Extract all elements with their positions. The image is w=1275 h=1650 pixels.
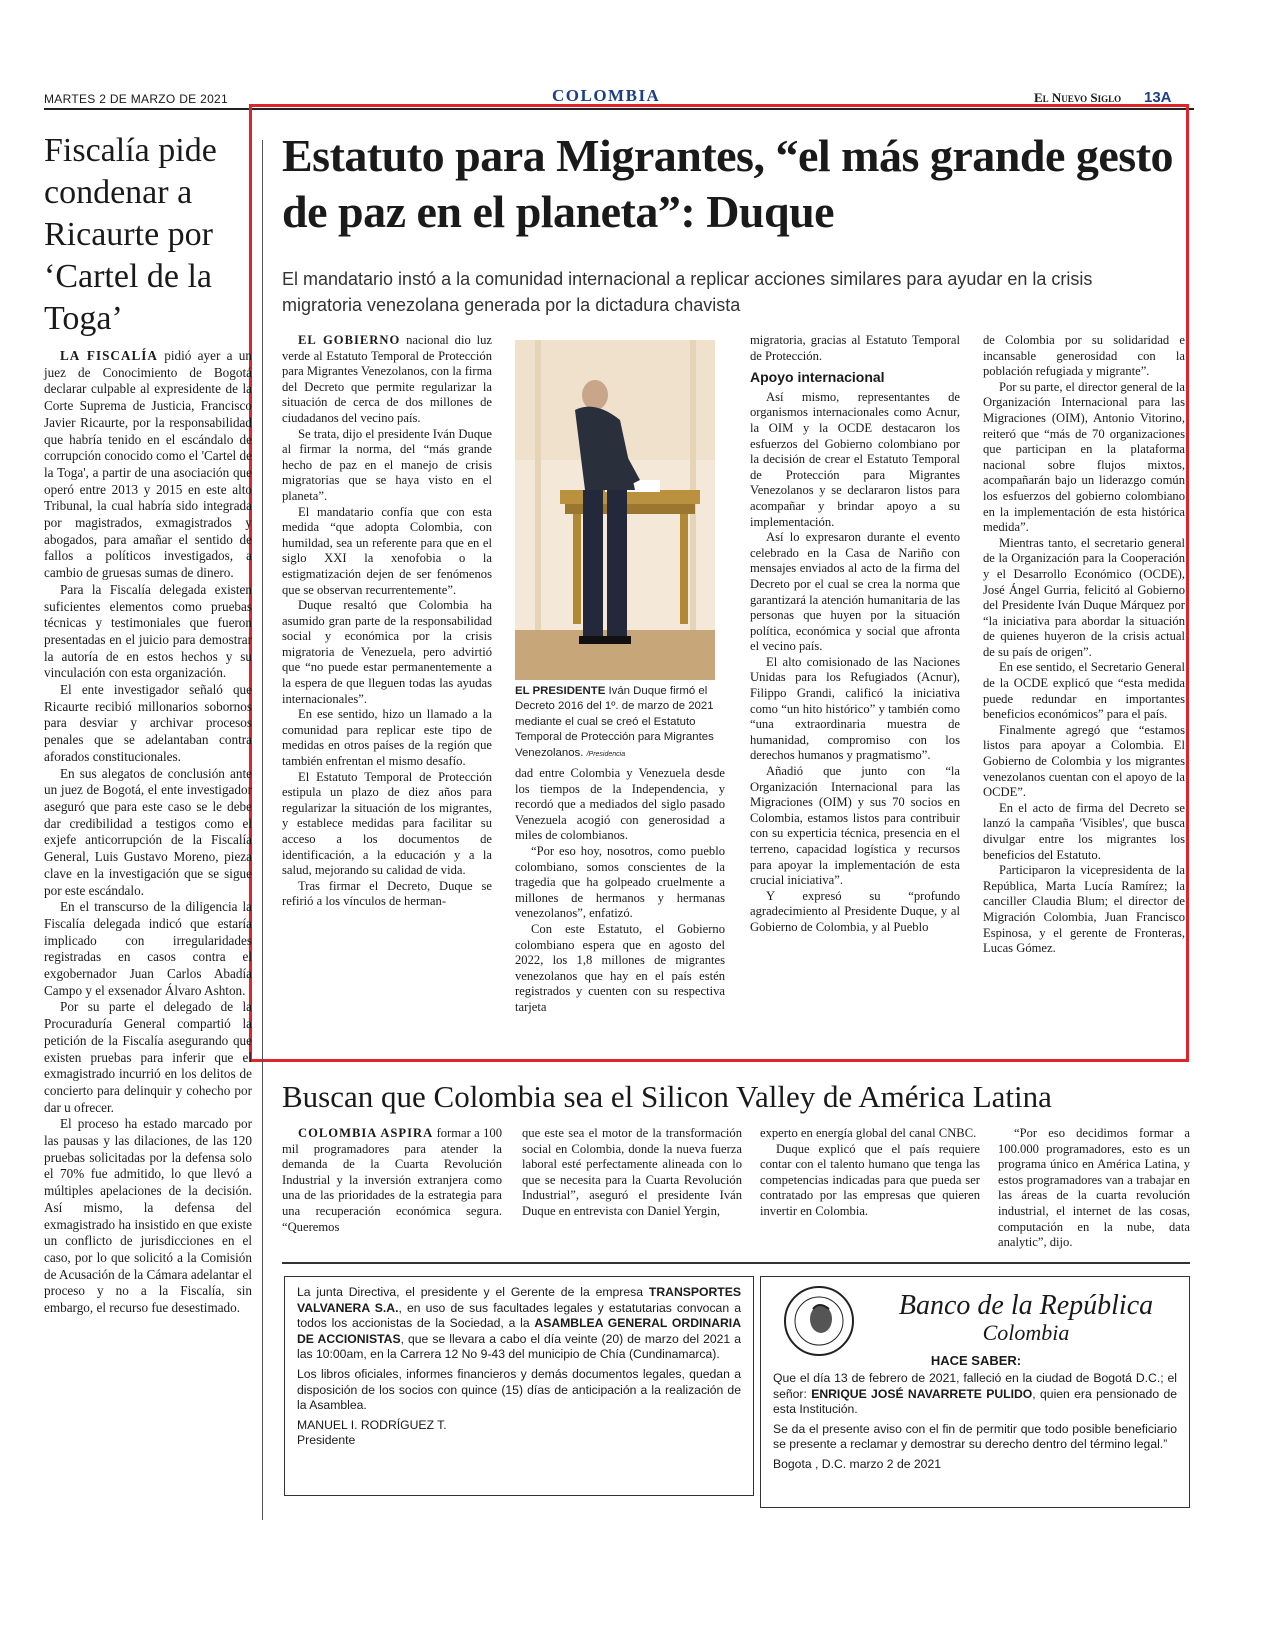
main-paragraph: Duque resaltó que Colombia ha asumido gran parte de la responsabilidad social y económica por la crisis migratoria de Venezuela, pero advirtió que “no puede estar permanentemente a la espera de que lleguen todas las ayudas internacionales”. [282,598,492,706]
notice-text: Los libros oficiales, informes financieros y demás documentos legales, quedan a disposición de los socios con quince (15) días de anticipación a la realización de la Asamblea. [297,1366,741,1413]
notice-text: , que se llevara a cabo el día veinte (20) de marzo del 2021 a las 10:00am, en la Carrera 12 No 9-43 del municipio de Chía (Cundinamarca). [297,1331,741,1362]
notice-text: Se da el presente aviso con el fin de permitir que todo posible beneficiario se presente a reclamar y demostrar su derecho dentro del término legal.” [773,1421,1177,1452]
notice-text: , en uso de sus facultades legales y estatutarias convocan a todos los accionistas de la Sociedad, a la [297,1300,742,1331]
photo-illustration [515,340,715,680]
bank-seal [783,1285,855,1357]
main-paragraph: Así mismo, representantes de organismos internacionales como Acnur, la OIM y la OCDE destacaron los esfuerzos del Gobierno colombiano por la decisión de crear el Estatuto Temporal de Protección para Migrantes Venezolanos y se declararon listos para acompañar y brindar apoyo a su implementación. [750,389,960,529]
left-paragraph: Por su parte el delegado de la Procuraduría General compartió la petición de la Fiscalía asegurando que existen pruebas para inferir que el exmagistrado incurrió en los delitos de concierto para delinquir y cohecho por dar u ofrecer. [44,999,252,1115]
main-paragraph: migratoria, gracias al Estatuto Temporal de Protección. [750,333,960,363]
header-section: COLOMBIA [552,86,661,105]
notice-text: La junta Directiva, el presidente y el Gerente de la empresa [297,1285,644,1299]
main-paragraph: Con este Estatuto, el Gobierno colombiano espera que en agosto del 2022, los 1,8 millones de migrantes venezolanos que hay en el país estén registrados y cuenten con su respectiva tarjeta [515,921,725,1014]
header-paper: El Nuevo Siglo [1034,90,1122,105]
notice-date: Bogota , D.C. marzo 2 de 2021 [773,1456,942,1471]
left-paragraph: En sus alegatos de conclusión ante un juez de Bogotá, el ente investigador aseguró que para este caso se le debe dar credibilidad a testigos como el exjefe anticorrupción de la Fiscalía General, Luis Gustavo Moreno, pieza clave en la investigación que se sigue por este escándalo. [44,765,252,898]
bank-name [871,1291,1181,1345]
main-subtitle: El mandatario instó a la comunidad internacional a replicar acciones similares para ayudar en la crisis migratoria venezolana generada por la dictadura chavista [282,269,1093,315]
silicon-paragraph: Duque explicó que el país requiere contar con el talento humano que tenga las competencias indicadas para que pueda ser contratado por las empresas que quieren invertir en Colombia. [760,1141,980,1218]
main-col-4 [983,333,1185,957]
main-paragraph: de Colombia por su solidaridad e incansable generosidad con la población refugiada y migrante”. [983,333,1185,379]
main-paragraph: “Por eso hoy, nosotros, como pueblo colombiano, somos conscientes de la tragedia que ha golpeado cruelmente a millones de hermanos y hermanas venezolanos”, enfatizó. [515,843,725,921]
subheading: Apoyo internacional [750,369,885,386]
signer-title: Presidente [297,1433,356,1448]
notice-text: Que el día 13 de febrero de 2021, falleció en la ciudad de Bogotá D.C.; el señor: [773,1371,1177,1401]
silicon-paragraph: experto en energía global del canal CNBC. [760,1126,977,1140]
silicon-paragraph: que este sea el motor de la transformación social en Colombia, donde la nueva fuerza laboral esté perfectamente alineada con lo que se necesita para la Cuarta Revolución Industrial”, aseguró el presidente Iván Duque en entrevista con Daniel Yergin, [522,1126,742,1218]
caption-lead: EL PRESIDENTE [515,685,606,697]
main-paragraph: Así lo expresaron durante el evento celebrado en la Casa de Nariño con mensajes enviados al acto de la firma del Decreto por el cual se crea la norma que garantizará la atención humanitaria de las personas que huyen por la situación política, económica y social que afronta el vecino país. [750,530,960,654]
left-paragraph: pidió ayer a un juez de Conocimiento de Bogotá declarar culpable al expresidente de la Corte Suprema de Justicia, Francisco Javier Ricaurte, por la responsabilidad que habría tenido en el escándalo de corrupción conocido como el 'Cartel de la Toga', a partir de una asociación que operó entre 2013 y 2015 en este alto Tribunal, la cual habría sido integrada por magistrados, exmagistrados y abogados, para amañar el sentido de fallos a políticos investigados, a cambio de gruesas sumas de dinero. [44,348,252,581]
main-paragraph: El Estatuto Temporal de Protección estipula un plazo de diez años para regularizar la situación de los migrantes, y establece medidas para facilitar su acceso a los documentos de identificación, a la educación y a la salud, mejorando su calidad de vida. [282,769,492,878]
left-article [44,130,252,1317]
main-col-1 [282,333,492,910]
main-paragraph: Y expresó su “profundo agradecimiento al Presidente Duque, y al Gobierno de Colombia, y al Pueblo [750,888,960,934]
silicon-col-2 [522,1126,742,1220]
main-paragraph: En ese sentido, hizo un llamado a la comunidad para replicar este tipo de medidas en otros países de la región que también enfrentan el mismo desafío. [282,707,492,769]
notice-text: , quien era pensionado de esta Institución. [773,1386,1177,1417]
main-paragraph: Se trata, dijo el presidente Iván Duque al firmar la norma, del “más grande hecho de paz en el manejo de crisis migratorias que se haya visto en el planeta”. [282,426,492,503]
left-lead: LA FISCALÍA [60,348,158,363]
left-paragraph: El ente investigador señaló que Ricaurte recibió millonarios sobornos para desviar y archivar procesos penales que se adelantaban contra aforados constitucionales. [44,682,252,764]
silicon-lead: COLOMBIA ASPIRA [298,1126,434,1140]
main-paragraph: nacional dio luz verde al Estatuto Temporal de Protección para Migrantes Venezolanos, con la firma del Decreto que permite regularizar la situación de cerca de dos millones de ciudadanos del vecino país. [282,333,492,425]
left-headline: Fiscalía pide condenar a Ricaurte por ‘Cartel de la Toga’ [44,132,217,337]
main-paragraph: En el acto de firma del Decreto se lanzó la campaña 'Visibles', que busca divulgar entre los migrantes los beneficios del Estatuto. [983,800,1185,862]
silicon-paragraph: formar a 100 mil programadores para atender la demanda de la Cuarta Revolución Industrial y la inversión extranjera como una de las prioridades de la estrategia para una recuperación económica segura. “Queremos [282,1126,502,1234]
silicon-col-4 [998,1126,1190,1251]
silicon-col-3 [760,1126,980,1220]
main-paragraph: Mientras tanto, el secretario general de la Organización para la Cooperación y el Desarrollo Económico (OCDE), José Ángel Gurria, felicitó al Gobierno del Presidente Iván Duque Márquez por “la iniciativa para abordar la situación de quienes huyeron de la crisis actual de su país de origen”. [983,535,1185,659]
column-rule [262,140,263,1520]
main-lead: EL GOBIERNO [298,333,401,347]
main-paragraph: En ese sentido, el Secretario General de la OCDE explicó que “esta medida puede redundar en importantes beneficios económicos” para el país. [983,660,1185,722]
main-paragraph: Finalmente agregó que “estamos listos para apoyar a Colombia. El Gobierno de Colombia y los migrantes venezolanos cuentan con el apoyo de la OCDE”. [983,722,1185,800]
caption-text: Iván Duque firmó el Decreto 2016 del 1º. de marzo de 2021 mediante el cual se creó el Estatuto Temporal de Protección para Migrantes Venezolanos. [515,685,714,759]
silicon-headline: Buscan que Colombia sea el Silicon Valley de América Latina [282,1079,1052,1114]
main-paragraph: Tras firmar el Decreto, Duque se refirió a los vínculos de herman- [282,878,492,909]
section-rule [282,1262,1190,1264]
hace-saber: HACE SABER: [930,1353,1022,1368]
signer-name: MANUEL I. RODRÍGUEZ T. [297,1417,447,1432]
seal-icon [783,1285,855,1357]
notice-banco [760,1276,1190,1508]
main-paragraph: dad entre Colombia y Venezuela desde los tiempos de la Independencia, y recordó que a mediados del siglo pasado Venezuela acogió con generosidad a miles de colombianos. [515,766,725,843]
notice-transportes [284,1276,754,1496]
header-date: MARTES 2 DE MARZO DE 2021 [44,92,228,106]
left-paragraph: El proceso ha estado marcado por las pausas y las dilaciones, de las 120 pruebas solicitadas por la defensa solo el 70% fue admitido, lo que llevó a múltiples apelaciones de la decisión. Así mismo, la defensa del exmagistrado ha insistido en que existe un conflicto de jurisdicciones en el caso, por lo que solicitó a la Comisión de Acusación de la Cámara adelantar el proceso y no a la Fiscalía, sin embargo, el recurso fue desestimado. [44,1116,252,1316]
caption-credit: /Presidencia [586,750,626,758]
left-paragraph: En el transcurso de la diligencia la Fiscalía delegada indicó que estaría implicado con irregularidades registradas en casos contra el exgobernador Juan Carlos Abadía Campo y el exsenador Álvaro Ashton. [44,899,252,998]
main-paragraph: Añadió que junto con “la Organización Internacional para las Migraciones (OIM) y sus 70 socios en Colombia, estamos listos para contribuir con su experticia técnica, presencia en el terreno, capacidad logística y recursos para apoyar la implementación de esta crucial iniciativa”. [750,764,960,888]
deceased-name: ENRIQUE JOSÉ NAVARRETE PULIDO [811,1386,1033,1401]
main-paragraph: El alto comisionado de las Naciones Unidas para los Refugiados (Acnur), Filippo Grandi, calificó la iniciativa como “un hito histórico” y también como “una extraordinaria muestra de humanidad, compromiso con los derechos humanos y pragmatismo”. [750,654,960,763]
left-paragraph: Para la Fiscalía delegada existen suficientes elementos como pruebas técnicas y testimoniales que fueron presentadas en el juicio para demostrar la autoría de en estos hechos y su vinculación con esta organización. [44,581,252,681]
photo-caption [515,684,720,762]
main-headline: Estatuto para Migrantes, “el más grande gesto de paz en el planeta”: Duque [282,130,1174,237]
main-paragraph: Por su parte, el director general de la Organización Internacional para las Migraciones (OIM), Antonio Vitorino, reiteró que “más de 70 organizaciones que participan en la plataforma nacional sobre flujos mixtos, acompañarán bajo un liderazgo común los esfuerzos del gobierno colombiano en la implementación de esta histórica medida”. [983,379,1185,535]
main-col-3 [750,333,960,936]
company-name: TRANSPORTES VALVANERA S.A. [297,1285,741,1315]
bank-name-line: Banco de la República [898,1290,1154,1321]
main-col-2 [515,766,725,1016]
main-paragraph: Participaron la vicepresidenta de la República, Marta Lucía Ramírez; la canciller Claudia Blum; el director de Migración Colombia, Juan Francisco Espinosa, y el gerente de Fronteras, Lucas Gómez. [983,863,1185,956]
main-paragraph: El mandatario confía que con esta medida “que adopta Colombia, con humildad, sea un referente para que en el siglo XXI la xenofobia o la estigmatización dejen de ser fenómenos que se observan recurrentemente”. [282,504,492,597]
event-name: ASAMBLEA GENERAL ORDINARIA DE ACCIONISTAS [297,1316,741,1346]
president-photo [515,340,715,680]
header-page: 13A [1144,89,1172,106]
bank-name-line: Colombia [982,1320,1070,1345]
silicon-paragraph: “Por eso decidimos formar a 100.000 programadores, esto es un programa único en América Latina, y estos programadores van a trabajar en las áreas de la cuarta revolución industrial, el internet de las cosas, computación en la nube, data analytic”, dijo. [998,1126,1190,1250]
silicon-col-1 [282,1126,502,1235]
